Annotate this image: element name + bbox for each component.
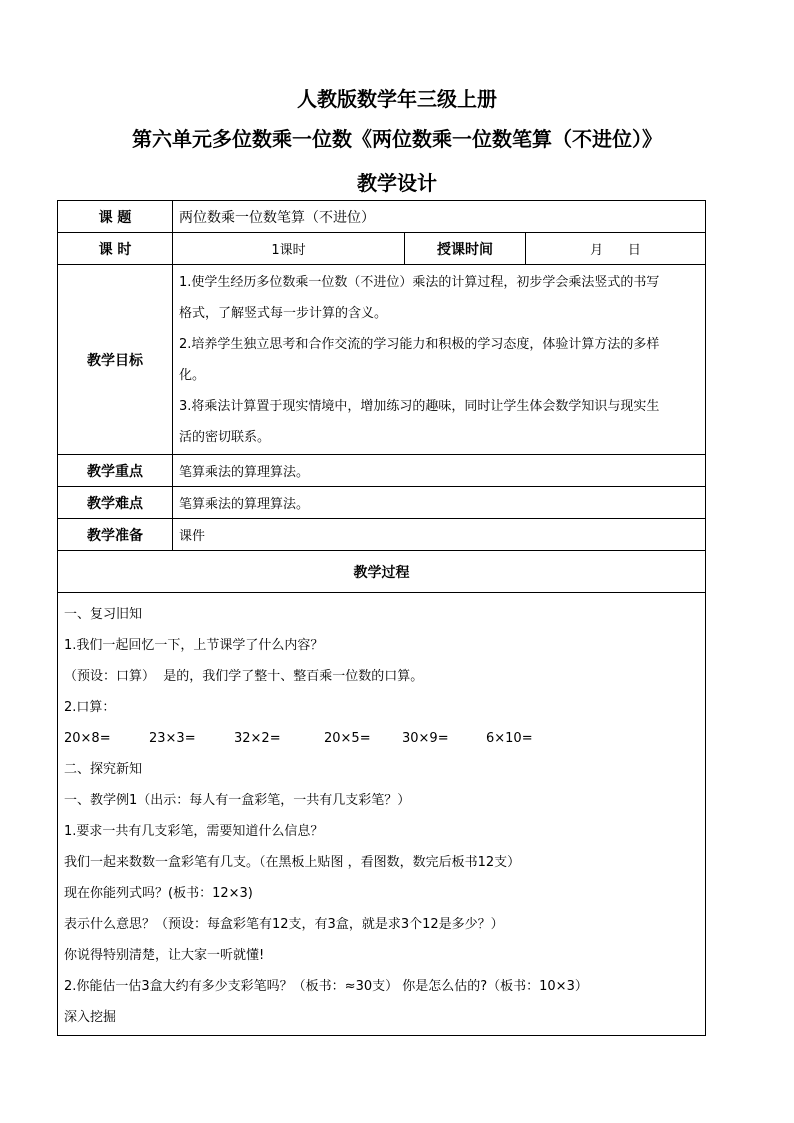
process-line: 1.要求一共有几支彩笔，需要知道什么信息？ (64, 824, 324, 839)
process-line: 2.你能估一估3盒大约有多少支彩笔吗？（板书：≈30支） 你是怎么估的?（板书：10×3） (64, 979, 588, 994)
objective-line: 2.培养学生独立思考和合作交流的学习能力和积极的学习态度，体验计算方法的多样 (179, 336, 660, 352)
oral-calc-item: 20×5= (324, 731, 371, 746)
hours-label: 课 时 (58, 233, 173, 265)
design-title: 教学设计 (357, 171, 437, 195)
hours-value: 1课时 (173, 233, 405, 265)
objectives-label: 教学目标 (58, 265, 173, 455)
time-label: 授课时间 (405, 233, 526, 265)
process-line: 我们一起来数数一盒彩笔有几支。（在黑板上贴图 ，看图数，数完后板书12支） (64, 855, 521, 870)
row-process-body (58, 593, 706, 1036)
oral-calc-item: 6×10= (486, 731, 533, 746)
preparation-value: 课件 (173, 519, 706, 551)
objective-line: 格式，了解竖式每一步计算的含义。 (179, 305, 388, 321)
process-line: 深入挖掘 (64, 1010, 117, 1025)
process-line: 2.口算： (64, 700, 116, 715)
oral-calc-item: 20×8= (64, 731, 111, 746)
row-process-header (58, 551, 706, 593)
time-value: 月 日 (526, 233, 706, 265)
objective-line: 1.使学生经历多位数乘一位数（不进位）乘法的计算过程，初步学会乘法竖式的书写 (179, 274, 660, 290)
process-line: 现在你能列式吗？(板书：12×3) (64, 886, 253, 901)
process-line: 你说得特别清楚，让大家一听就懂! (64, 948, 265, 963)
document-title: 人教版数学年三级上册 (297, 87, 497, 111)
key-point-value: 笔算乘法的算理算法。 (173, 455, 706, 487)
process-line: 表示什么意思？（预设：每盒彩笔有12支，有3盒，就是求3个12是多少？） (64, 917, 504, 932)
lesson-plan-table (57, 200, 706, 1036)
objective-line: 3.将乘法计算置于现实情境中，增加练习的趣味，同时让学生体会数学知识与现实生 (179, 398, 660, 414)
row-key-point (58, 455, 706, 487)
oral-calc-item: 32×2= (234, 731, 281, 746)
difficulty-label: 教学难点 (58, 487, 173, 519)
row-difficulty (58, 487, 706, 519)
oral-calc-row (64, 723, 699, 754)
process-line: 一、教学例1（出示：每人有一盒彩笔，一共有几支彩笔？） (64, 793, 411, 808)
objective-line: 活的密切联系。 (179, 429, 271, 445)
key-point-label: 教学重点 (58, 455, 173, 487)
preparation-label: 教学准备 (58, 519, 173, 551)
process-line: 一、复习旧知 (64, 607, 143, 622)
row-hours (58, 233, 706, 265)
objective-line: 化。 (179, 367, 206, 383)
process-line: （预设：口算） 是的，我们学了整十、整百乘一位数的口算。 (64, 669, 424, 684)
row-objectives (58, 265, 706, 455)
lesson-title: 第六单元多位数乘一位数《两位数乘一位数笔算（不进位）》 (132, 127, 662, 151)
process-content (58, 593, 706, 1036)
process-line: 二、探究新知 (64, 762, 143, 777)
difficulty-value: 笔算乘法的算理算法。 (173, 487, 706, 519)
objectives-text (173, 265, 706, 455)
oral-calc-item: 30×9= (402, 731, 449, 746)
topic-label: 课 题 (58, 201, 173, 233)
topic-value: 两位数乘一位数笔算（不进位） (173, 201, 706, 233)
oral-calc-item: 23×3= (149, 731, 196, 746)
process-header: 教学过程 (58, 551, 706, 593)
row-topic (58, 201, 706, 233)
row-preparation (58, 519, 706, 551)
process-line: 1.我们一起回忆一下，上节课学了什么内容？ (64, 638, 324, 653)
